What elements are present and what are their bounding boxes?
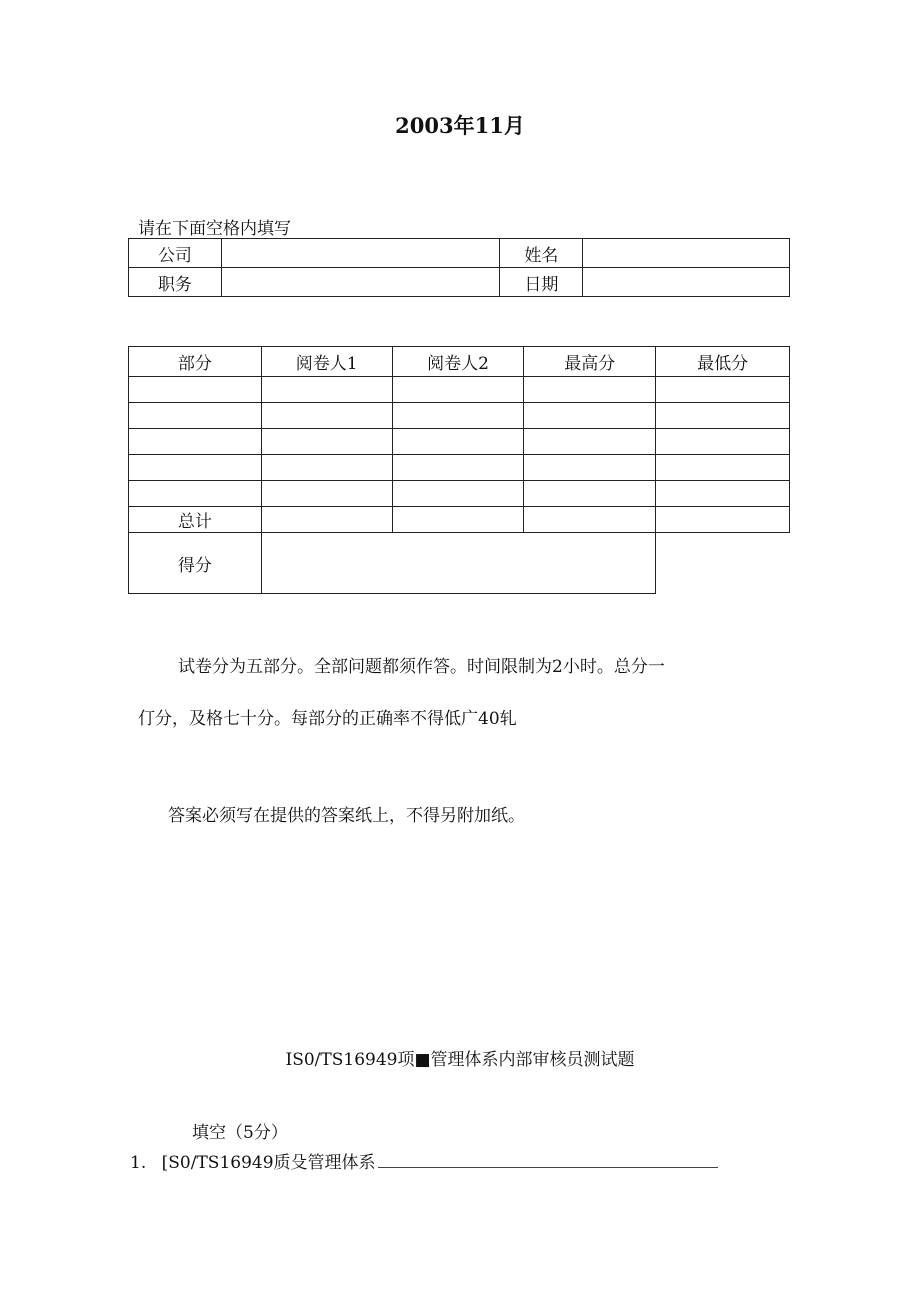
question-1 <box>130 1148 718 1173</box>
table-cell[interactable] <box>524 481 656 507</box>
question-number: 1. <box>130 1153 147 1173</box>
table-cell[interactable] <box>656 481 790 507</box>
date-field[interactable] <box>583 268 790 297</box>
table-cell[interactable] <box>129 377 262 403</box>
table-row <box>129 377 790 403</box>
company-field[interactable] <box>221 239 500 268</box>
table-cell[interactable] <box>524 403 656 429</box>
table-cell[interactable] <box>261 403 392 429</box>
table-cell[interactable] <box>656 429 790 455</box>
table-cell[interactable] <box>261 455 392 481</box>
name-field[interactable] <box>583 239 790 268</box>
position-label: 职务 <box>129 268 222 297</box>
date-label: 日期 <box>500 268 583 297</box>
company-label: 公司 <box>129 239 222 268</box>
document-date: 2003年11月 <box>395 113 525 138</box>
table-row <box>129 429 790 455</box>
fill-instruction: 请在下面空格内填写 <box>138 219 291 239</box>
table-cell[interactable] <box>261 481 392 507</box>
table-cell[interactable] <box>129 455 262 481</box>
table-cell[interactable] <box>524 377 656 403</box>
header-max-score: 最高分 <box>524 347 656 377</box>
exam-rules-line-1: 试卷分为五部分。全部问题都须作答。时间限制为2小时。总分一 <box>178 657 665 677</box>
header-grader-2: 阅卷人2 <box>392 347 524 377</box>
table-cell[interactable] <box>656 377 790 403</box>
table-row <box>129 403 790 429</box>
table-cell[interactable] <box>656 455 790 481</box>
answer-blank[interactable] <box>378 1153 718 1168</box>
table-cell[interactable] <box>392 403 524 429</box>
name-label: 姓名 <box>500 239 583 268</box>
table-cell[interactable] <box>129 403 262 429</box>
table-cell[interactable] <box>392 455 524 481</box>
exam-rules-line-2: 仃分，及格七十分。每部分的正确率不得低广40轧 <box>138 709 517 729</box>
table-cell[interactable] <box>656 403 790 429</box>
table-cell[interactable] <box>392 429 524 455</box>
empty-cell <box>656 533 790 594</box>
question-text: [S0/TS16949质殳管理体系 <box>161 1153 376 1173</box>
info-table <box>128 238 790 297</box>
table-cell[interactable] <box>524 455 656 481</box>
table-cell[interactable] <box>392 507 524 533</box>
header-section: 部分 <box>129 347 262 377</box>
table-cell[interactable] <box>524 429 656 455</box>
header-min-score: 最低分 <box>656 347 790 377</box>
table-cell[interactable] <box>392 377 524 403</box>
score-label: 得分 <box>129 533 262 594</box>
total-label: 总计 <box>129 507 262 533</box>
score-row <box>129 533 790 594</box>
position-field[interactable] <box>221 268 500 297</box>
score-field[interactable] <box>261 533 655 594</box>
table-cell[interactable] <box>261 429 392 455</box>
answer-sheet-note: 答案必须写在提供的答案纸上，不得另附加纸。 <box>168 806 525 826</box>
table-row <box>129 455 790 481</box>
table-cell[interactable] <box>656 507 790 533</box>
table-cell[interactable] <box>392 481 524 507</box>
table-row <box>129 481 790 507</box>
section-title: 填空（5分） <box>192 1123 288 1143</box>
exam-title: IS0/TS16949项■管理体系内部审核员测试题 <box>285 1050 635 1070</box>
table-cell[interactable] <box>261 377 392 403</box>
table-cell[interactable] <box>261 507 392 533</box>
score-table <box>128 346 790 594</box>
table-cell[interactable] <box>524 507 656 533</box>
total-row <box>129 507 790 533</box>
table-cell[interactable] <box>129 481 262 507</box>
table-cell[interactable] <box>129 429 262 455</box>
header-grader-1: 阅卷人1 <box>261 347 392 377</box>
